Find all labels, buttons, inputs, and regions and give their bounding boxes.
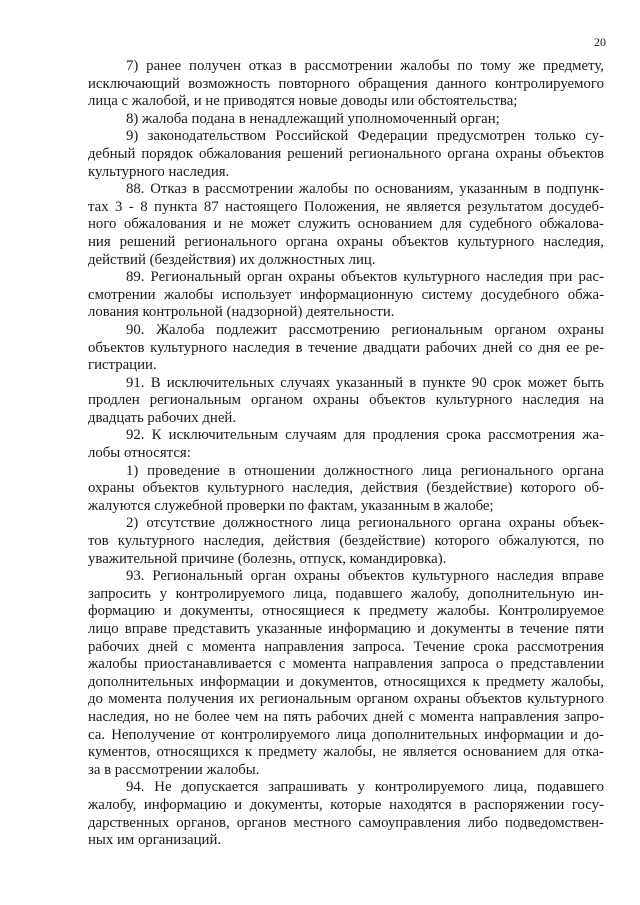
paragraph-p92_2 — [88, 515, 604, 568]
paragraph-p7 — [88, 58, 604, 111]
text-line: двадцать рабочих дней. — [88, 409, 237, 426]
text-line: уважительной причине (болезнь, отпуск, командировка). — [88, 550, 447, 567]
text-line: запросить у контролируемого лица, подавшего жалобу, дополнительную ин- — [88, 585, 604, 602]
paragraph-p90 — [88, 322, 604, 375]
text-line: исключающий возможность повторного обращения данного контролируемого — [88, 75, 604, 92]
text-line: 93. Региональный орган охраны объектов культурного наследия вправе — [126, 568, 604, 585]
text-line: культурного наследия. — [88, 163, 230, 180]
text-line: лобы относятся: — [88, 445, 191, 462]
text-line: дополнительных информации и документов, относящихся к предмету жалобы, — [88, 673, 604, 690]
paragraph-p8 — [88, 111, 604, 129]
text-line: ного обжалования и не может служить основанием для судебного обжалова- — [88, 216, 604, 233]
text-line: жалобу, информацию и документы, которые находятся в распоряжении госу- — [88, 796, 604, 813]
text-line: объектов культурного наследия в течение двадцати рабочих дней со дня ее ре- — [88, 339, 604, 356]
text-line: смотрении жалобы использует информационную систему досудебного обжа- — [88, 286, 604, 303]
text-line: лования контрольной (надзорной) деятельности. — [88, 304, 395, 321]
text-line: 2) отсутствие должностного лица регионального органа охраны объек- — [126, 515, 604, 532]
paragraph-p93 — [88, 568, 604, 779]
text-line: 94. Не допускается запрашивать у контролируемого лица, подавшего — [126, 779, 604, 796]
text-line: 91. В исключительных случаях указанный в пункте 90 срок может быть — [126, 374, 604, 391]
paragraph-p89 — [88, 269, 604, 322]
text-line: 90. Жалоба подлежит рассмотрению региональным органом охраны — [126, 321, 604, 338]
text-line: 89. Региональный орган охраны объектов культурного наследия при рас- — [126, 269, 604, 286]
text-line: до момента получения их региональным органом охраны объектов культурного — [88, 691, 604, 708]
text-line: 7) ранее получен отказ в рассмотрении жалобы по тому же предмету, — [126, 58, 604, 74]
text-line: кументов, относящихся к предмету жалобы, не является основанием для отка- — [88, 744, 604, 761]
text-line: дарственных органов, органов местного самоуправления либо подведомствен- — [88, 814, 604, 831]
paragraph-p9 — [88, 128, 604, 181]
text-line: действий (бездействия) их должностных лиц. — [88, 251, 376, 268]
text-line: лица с жалобой, и не приводятся новые доводы или обстоятельства; — [88, 93, 518, 110]
text-line: жалобы приостанавливается с момента направления запроса о представлении — [88, 656, 604, 673]
text-line: ния решений регионального органа охраны объектов культурного наследия, — [88, 233, 604, 250]
text-line: 8) жалоба подана в ненадлежащий уполномоченный орган; — [126, 110, 500, 127]
text-line: охраны объектов культурного наследия, действия (бездействие) которого об- — [88, 480, 604, 497]
text-line: дебный порядок обжалования решений регионального органа охраны объектов — [88, 145, 604, 162]
text-line: тах 3 - 8 пункта 87 настоящего Положения, не является результатом досудеб- — [88, 198, 604, 215]
text-line: ных им организаций. — [88, 832, 222, 849]
text-line: наследия, но не более чем на пять рабочих дней с момента направления запро- — [88, 708, 604, 725]
text-line: са. Неполучение от контролируемого лица дополнительных информации и до- — [88, 726, 604, 743]
text-line: за в рассмотрении жалобы. — [88, 761, 260, 778]
paragraph-p94 — [88, 779, 604, 849]
text-line: 92. К исключительным случаям для продления срока рассмотрения жа- — [126, 427, 604, 444]
text-line: рабочих дней с момента направления запроса. Течение срока рассмотрения — [88, 638, 604, 655]
document-body — [88, 58, 604, 850]
page-number: 20 — [594, 35, 606, 49]
text-line: жалуются служебной проверки по фактам, указанным в жалобе; — [88, 497, 494, 514]
text-line: формацию и документы, относящиеся к предмету жалобы. Контролируемое — [88, 603, 604, 620]
text-line: 88. Отказ в рассмотрении жалобы по основаниям, указанным в подпунк- — [126, 181, 604, 198]
text-line: 9) законодательством Российской Федерации предусмотрен только су- — [126, 128, 604, 145]
paragraph-p88 — [88, 181, 604, 269]
text-line: лицо вправе представить указанные информацию и документы в течение пяти — [88, 621, 604, 637]
paragraph-p91 — [88, 375, 604, 428]
paragraph-p92_1 — [88, 463, 604, 516]
text-line: тов культурного наследия, действия (бездействие) которого обжалуются, по — [88, 533, 604, 550]
text-line: продлен региональным органом охраны объектов культурного наследия на — [88, 392, 604, 409]
text-line: гистрации. — [88, 357, 157, 374]
text-line: 1) проведение в отношении должностного лица регионального органа — [126, 462, 604, 479]
paragraph-p92 — [88, 427, 604, 462]
